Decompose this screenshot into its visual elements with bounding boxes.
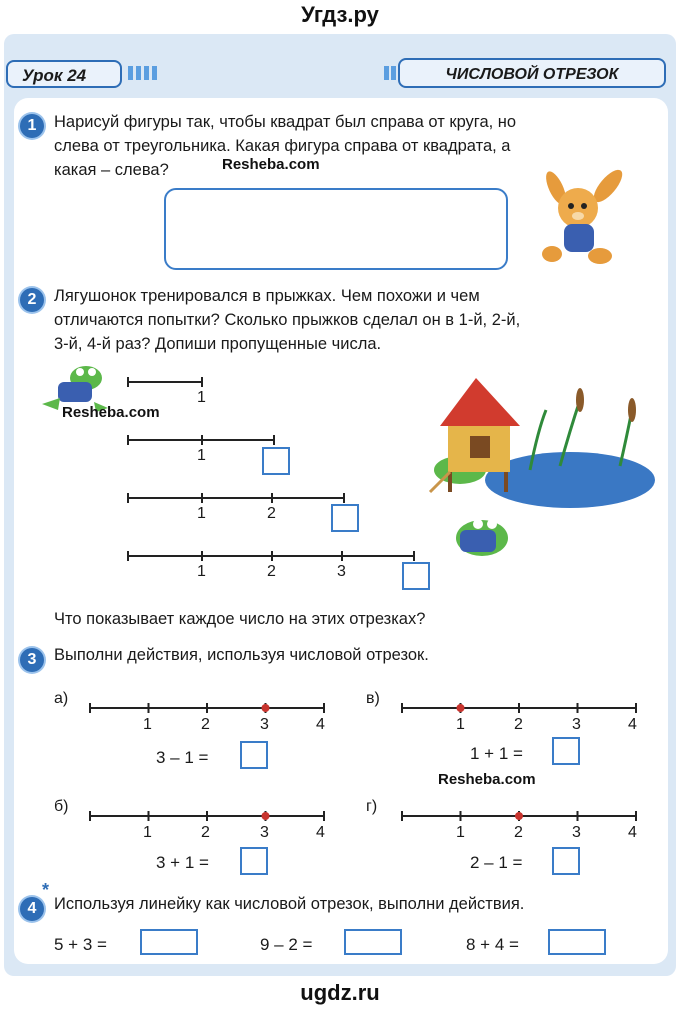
line-b-tick-1: 1 bbox=[143, 824, 152, 841]
line-g-tick-2: 2 bbox=[514, 824, 523, 841]
line-a-tick-1: 1 bbox=[143, 716, 152, 733]
number-line-marked-point bbox=[262, 812, 270, 820]
task-4-star: * bbox=[42, 880, 50, 900]
header-decoration bbox=[144, 66, 149, 80]
line-v-tick-4: 4 bbox=[628, 716, 637, 733]
number-line-b bbox=[90, 808, 330, 828]
item-v-answer-box[interactable] bbox=[552, 737, 580, 765]
segment-2-label-1: 1 bbox=[197, 447, 206, 464]
segment-1-label-1: 1 bbox=[197, 389, 206, 406]
task-2-line-2: отличаются попытки? Сколько прыжков сделал он в 1-й, 2-й, bbox=[54, 311, 521, 329]
segment-4-label-2: 2 bbox=[267, 563, 276, 580]
item-a-letter: а) bbox=[54, 690, 69, 707]
segment-4 bbox=[128, 551, 414, 561]
header-decoration bbox=[384, 66, 389, 80]
topic-title: ЧИСЛОВОЙ ОТРЕЗОК bbox=[398, 58, 666, 88]
segment-1 bbox=[128, 377, 202, 387]
item-g-letter: г) bbox=[366, 798, 378, 815]
number-line-a bbox=[90, 700, 330, 720]
number-line-marked-point bbox=[515, 812, 523, 820]
item-g-answer-box[interactable] bbox=[552, 847, 580, 875]
bunny-illustration bbox=[538, 168, 638, 278]
task-4-answer-box-3[interactable] bbox=[548, 929, 606, 955]
lesson-label: Урок 24 bbox=[6, 60, 122, 88]
segment-3-label-2: 2 bbox=[267, 505, 276, 522]
segment-3-label-1: 1 bbox=[197, 505, 206, 522]
task-2-line-3: 3-й, 4-й раз? Допиши пропущенные числа. bbox=[54, 335, 382, 353]
segment-2 bbox=[128, 435, 274, 445]
jump-segments bbox=[126, 372, 426, 602]
segment-3-answer-box[interactable] bbox=[331, 504, 359, 532]
line-b-tick-3: 3 bbox=[260, 824, 269, 841]
line-v-tick-1: 1 bbox=[456, 716, 465, 733]
pond-house-illustration bbox=[420, 370, 670, 570]
header-decoration bbox=[391, 66, 396, 80]
item-a-expression: 3 – 1 = bbox=[156, 748, 209, 767]
task-3-number: 3 bbox=[20, 648, 44, 672]
segment-4-label-1: 1 bbox=[197, 563, 206, 580]
task-1-line-3: какая – слева? bbox=[54, 161, 169, 179]
line-g-tick-3: 3 bbox=[572, 824, 581, 841]
task-4-answer-box-2[interactable] bbox=[344, 929, 402, 955]
task-4-expression-2: 9 – 2 = bbox=[260, 935, 313, 954]
item-v-expression: 1 + 1 = bbox=[470, 744, 523, 763]
line-a-tick-4: 4 bbox=[316, 716, 325, 733]
task-2-number: 2 bbox=[20, 288, 44, 312]
header-decoration bbox=[128, 66, 133, 80]
task-4-expression-3: 8 + 4 = bbox=[466, 935, 519, 954]
segment-4-label-3: 3 bbox=[337, 563, 346, 580]
line-a-tick-3: 3 bbox=[260, 716, 269, 733]
site-footer: ugdz.ru bbox=[300, 980, 380, 1005]
header-decoration bbox=[152, 66, 157, 80]
segment-2-answer-box[interactable] bbox=[262, 447, 290, 475]
task-4-answer-box-1[interactable] bbox=[140, 929, 198, 955]
number-line-marked-point bbox=[262, 704, 270, 712]
line-b-tick-2: 2 bbox=[201, 824, 210, 841]
task-4-expression-1: 5 + 3 = bbox=[54, 935, 107, 954]
item-b-letter: б) bbox=[54, 798, 69, 815]
item-v-letter: в) bbox=[366, 690, 380, 707]
task-1-line-2: слева от треугольника. Какая фигура справа от квадрата, а bbox=[54, 137, 511, 155]
task-2-line-1: Лягушонок тренировался в прыжках. Чем похожи и чем bbox=[54, 287, 480, 305]
item-b-answer-box[interactable] bbox=[240, 847, 268, 875]
line-g-tick-1: 1 bbox=[456, 824, 465, 841]
watermark-2: Resheba.com bbox=[62, 404, 160, 421]
number-line-marked-point bbox=[457, 704, 465, 712]
line-b-tick-4: 4 bbox=[316, 824, 325, 841]
site-header: Угдз.ру bbox=[301, 2, 379, 27]
header-decoration bbox=[136, 66, 141, 80]
task-3-title: Выполни действия, используя числовой отрезок. bbox=[54, 646, 429, 664]
item-b-expression: 3 + 1 = bbox=[156, 853, 209, 872]
watermark-1: Resheba.com bbox=[222, 156, 320, 173]
task-1-number: 1 bbox=[20, 114, 44, 138]
task-4-title: Используя линейку как числовой отрезок, выполни действия. bbox=[54, 895, 525, 913]
drawing-area[interactable] bbox=[164, 188, 508, 270]
line-v-tick-2: 2 bbox=[514, 716, 523, 733]
task-1-line-1: Нарисуй фигуры так, чтобы квадрат был справа от круга, но bbox=[54, 113, 517, 131]
line-v-tick-3: 3 bbox=[572, 716, 581, 733]
task-4-number: 4 bbox=[20, 897, 44, 921]
item-a-answer-box[interactable] bbox=[240, 741, 268, 769]
task-2-question: Что показывает каждое число на этих отрезках? bbox=[54, 610, 426, 628]
watermark-3: Resheba.com bbox=[438, 771, 536, 788]
item-g-expression: 2 – 1 = bbox=[470, 853, 523, 872]
segment-3 bbox=[128, 493, 344, 503]
line-g-tick-4: 4 bbox=[628, 824, 637, 841]
line-a-tick-2: 2 bbox=[201, 716, 210, 733]
